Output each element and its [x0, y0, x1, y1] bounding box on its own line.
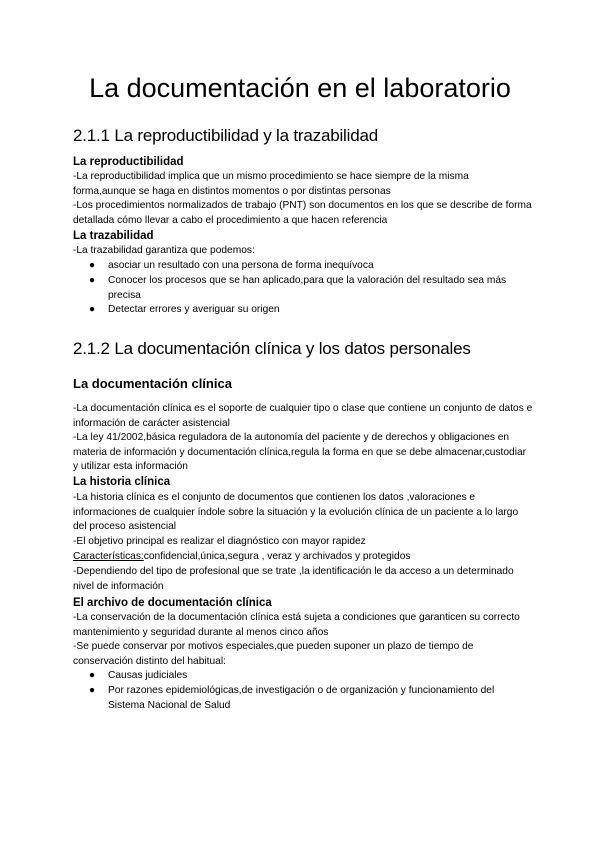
- paragraph: -La historia clínica es el conjunto de documentos que contienen los datos ,valoraciones e informaciones de cualquier índole sobre la situación y la evolución clínica de un paciente a lo largo del proceso asistencial: [73, 492, 519, 533]
- paragraph: -Los procedimientos normalizados de trabajo (PNT) son documentos en los que se describe de forma detallada cómo llevar a cabo el procedimiento a que hacen referencia: [73, 200, 532, 226]
- bullet-icon: ●: [89, 670, 96, 681]
- features-label: Características:: [73, 551, 144, 562]
- paragraph: -Dependiendo del tipo de profesional que se trate ,la identificación le da acceso a un determinado nivel de información: [73, 566, 514, 592]
- paragraph: -La reproductibilidad implica que un mismo procedimiento se hace siempre de la misma forma,aunque se haga en distintos momentos o por distintas personas: [73, 171, 469, 197]
- bullet-icon: ●: [89, 304, 96, 315]
- list-item: ● Conocer los procesos que se han aplicado,para que la valoración del resultado sea más precisa: [89, 275, 507, 301]
- paragraph: -La documentación clínica es el soporte de cualquier tipo o clase que contiene un conjunto de datos e información de carácter asistencial: [73, 403, 533, 429]
- paragraph: -La ley 41/2002,básica reguladora de la autonomía del paciente y de derechos y obligaciones en materia de información y documentación clínica,regula la forma en que se debe almacenar,custodiar y utilizar esta información: [73, 432, 527, 473]
- paragraph: -El objetivo principal es realizar el diagnóstico con mayor rapidez: [73, 536, 366, 547]
- paragraph: -La conservación de la documentación clínica está sujeta a condiciones que garanticen su correcto mantenimiento y seguridad durante al menos cinco años: [73, 612, 520, 638]
- list-item: ● Causas judiciales: [108, 669, 533, 684]
- bullet-icon: ●: [89, 275, 96, 286]
- features-line: [73, 550, 533, 565]
- subheading-documentacion-clinica: La documentación clínica: [73, 376, 232, 391]
- subheading-reproductibilidad: La reproductibilidad: [73, 156, 184, 168]
- features-text: confidencial,única,segura , veraz y archivados y protegidos: [143, 551, 411, 562]
- bullet-icon: ●: [89, 685, 96, 696]
- list-item: ● Por razones epidemiológicas,de investigación o de organización y funcionamiento del Sistema Nacional de Salud: [89, 685, 495, 711]
- subheading-trazabilidad: La trazabilidad: [73, 230, 154, 242]
- section-heading-documentacion-clinica: 2.1.2 La documentación clínica y los datos personales: [73, 339, 471, 358]
- section-heading-trazabilidad: 2.1.1 La reproductibilidad y la trazabilidad: [73, 126, 378, 145]
- paragraph: -La trazabilidad garantiza que podemos:: [73, 245, 255, 256]
- subheading-historia-clinica: La historia clínica: [73, 476, 171, 488]
- list-item: ● asociar un resultado con una persona de forma inequívoca: [108, 259, 533, 274]
- document-title: La documentación en el laboratorio: [89, 73, 511, 103]
- bullet-icon: ●: [89, 260, 96, 271]
- paragraph: -Se puede conservar por motivos especiales,que pueden suponer un plazo de tiempo de conservación distinto del habitual:: [73, 641, 474, 667]
- subheading-archivo: El archivo de documentación clínica: [73, 597, 272, 609]
- list-item: ● Detectar errores y averiguar su origen: [108, 303, 533, 318]
